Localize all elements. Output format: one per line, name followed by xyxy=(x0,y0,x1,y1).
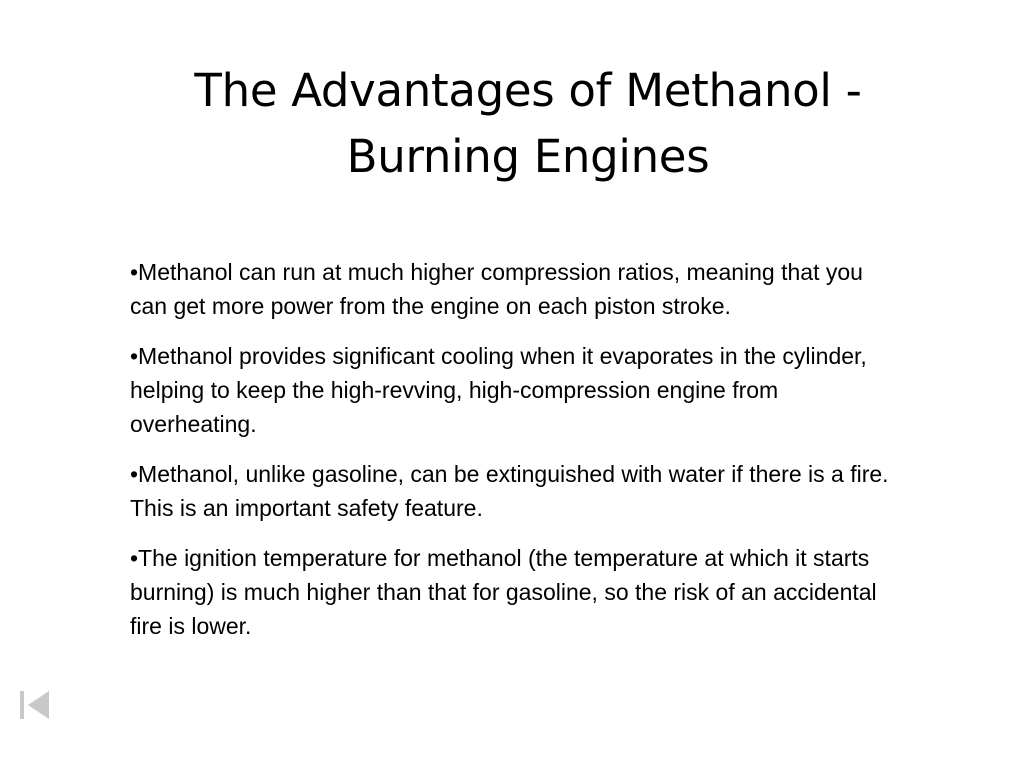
slide-title: The Advantages of Methanol - Burning Engines xyxy=(194,64,862,183)
first-slide-button[interactable] xyxy=(18,689,52,721)
bullet-water-extinguishable: •Methanol, unlike gasoline, can be extinguished with water if there is a fire. This is an important safety feature. xyxy=(130,461,889,521)
bullet-evaporative-cooling: •Methanol provides significant cooling when it evaporates in the cylinder, helping to keep the high-revving, high-compression engine from overheating. xyxy=(130,343,867,437)
bullet-compression-ratio: •Methanol can run at much higher compression ratios, meaning that you can get more power from the engine on each piston stroke. xyxy=(130,259,863,319)
bullet-list xyxy=(130,255,900,659)
bullet-ignition-temperature: •The ignition temperature for methanol (the temperature at which it starts burning) is much higher than that for gasoline, so the risk of an accidental fire is lower. xyxy=(130,545,877,639)
skip-to-first-icon xyxy=(18,689,52,721)
